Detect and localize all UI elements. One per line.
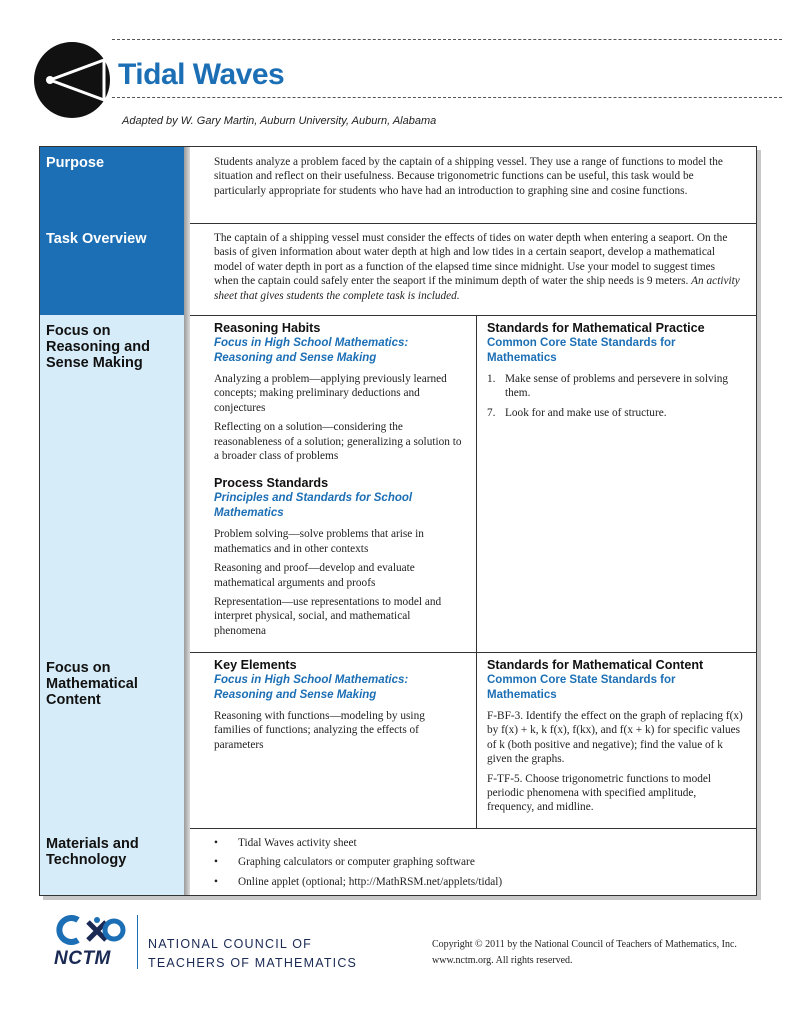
list-item: • Graphing calculators or computer graphing software (214, 855, 714, 869)
content-right-column (487, 658, 745, 820)
list-item: 7. Look for and make use of structure. (487, 406, 667, 419)
reasoning-habits-source: Focus in High School Mathematics: Reasoning and Sense Making (214, 337, 409, 364)
purpose-text: Students analyze a problem faced by the captain of a shipping vessel. They use a range of functions to model the situation and reflect on their usefulness. Because trigonometric functions can be useful, this task would be particularly appropriate for students who have had an introduction to graphing sine and cosine functions. (214, 156, 723, 197)
nctm-organization-name (148, 935, 357, 973)
process-standard-item: Representation—use representations to model and interpret physical, social, and mathematical phenomena (214, 596, 442, 637)
practice-source: Common Core State Standards for Mathematics (487, 337, 676, 364)
content-standard-tf5: F-TF-5. Choose trigonometric functions to model periodic phenomena with specified amplitude, frequency, and midline. (487, 772, 712, 814)
column-divider (476, 315, 477, 652)
list-item: • Tidal Waves activity sheet (214, 836, 714, 850)
purpose-label: Purpose (40, 147, 184, 223)
key-elements-source: Focus in High School Mathematics: Reasoning and Sense Making (214, 674, 409, 701)
task-overview-label: Task Overview (40, 223, 184, 315)
reasoning-label: Focus on Reasoning and Sense Making (40, 315, 184, 652)
materials-row (40, 828, 756, 895)
content-label: Focus on Mathematical Content (40, 652, 184, 828)
bottom-dashed-rule (112, 97, 782, 98)
process-standard-item: Problem solving—solve problems that arise in mathematics and in other contexts (214, 528, 424, 555)
task-overview-text (214, 231, 740, 303)
process-standards-heading: Process Standards (214, 476, 329, 491)
content-left-column (214, 658, 464, 757)
top-dashed-rule (112, 39, 782, 40)
key-elements-heading: Key Elements (214, 658, 297, 672)
reasoning-right-column (487, 321, 745, 425)
reasoning-habit-item: Analyzing a problem—applying previously learned concepts; making preliminary deductions and conjectures (214, 373, 447, 414)
task-overview-row (40, 223, 756, 316)
practice-heading: Standards for Mathematical Practice (487, 321, 705, 335)
materials-column (214, 836, 714, 894)
rights-line: www.nctm.org. All rights reserved. (432, 955, 573, 966)
reasoning-habit-item: Reflecting on a solution—considering the reasonableness of a solution; generalizing a solution to a broader class of problems (214, 421, 462, 463)
list-item: 1. Make sense of problems and persevere in solving them. (487, 373, 729, 400)
reasoning-left-column (214, 321, 464, 643)
task-overview-italic: An activity sheet that gives students the complete task is included. (214, 275, 740, 302)
footer-divider (137, 915, 138, 969)
content-standards-source: Common Core State Standards for Mathematics (487, 674, 676, 701)
column-divider (476, 652, 477, 828)
list-item: • Online applet (optional; http://MathRSM.net/applets/tidal) (214, 875, 714, 889)
process-standard-item: Reasoning and proof—develop and evaluate mathematical arguments and proofs (214, 562, 415, 589)
content-standards-heading: Standards for Mathematical Content (487, 658, 704, 672)
page-title: Tidal Waves (118, 58, 285, 91)
tidal-waves-logo-icon (30, 38, 114, 122)
content-standard-bf3: F-BF-3. Identify the effect on the graph of replacing f(x) by f(x) + k, k f(x), f(kx), and f(x + k) for specific values of k (both positive and negative); find the value of k given the graphs. (487, 710, 743, 766)
key-elements-text: Reasoning with functions—modeling by using families of functions; analyzing the effects of parameters (214, 710, 425, 751)
org-line-1: NATIONAL COUNCIL OF (148, 937, 313, 951)
materials-list (214, 836, 714, 889)
materials-label: Materials and Technology (40, 828, 184, 895)
byline: Adapted by W. Gary Martin, Auburn University, Auburn, Alabama (122, 115, 437, 127)
org-line-2: TEACHERS OF MATHEMATICS (148, 956, 358, 970)
process-standards-source: Principles and Standards for School Mathematics (214, 492, 413, 520)
copyright-line: Copyright © 2011 by the National Council of Teachers of Mathematics, Inc. (432, 939, 737, 950)
reasoning-habits-heading: Reasoning Habits (214, 321, 321, 335)
purpose-row (40, 147, 756, 224)
nctm-logo-icon (56, 914, 126, 946)
nctm-wordmark: NCTM (54, 948, 111, 969)
lesson-table (39, 146, 757, 896)
content-row (40, 652, 756, 829)
reasoning-row (40, 315, 756, 653)
practice-list (487, 372, 745, 420)
page-header (0, 0, 798, 140)
copyright (432, 937, 737, 969)
task-overview-body: The captain of a shipping vessel must consider the effects of tides on water depth when entering a seaport. On the basis of given information about water depth at high and low tides in a certain seaport, develop a mathematical model of water depth in port as a function of the elapsed time since midnight. Use your model to suggest times when the captain could safely enter the seaport if the minimum depth of water the ship needs is 9 meters. (214, 232, 728, 288)
